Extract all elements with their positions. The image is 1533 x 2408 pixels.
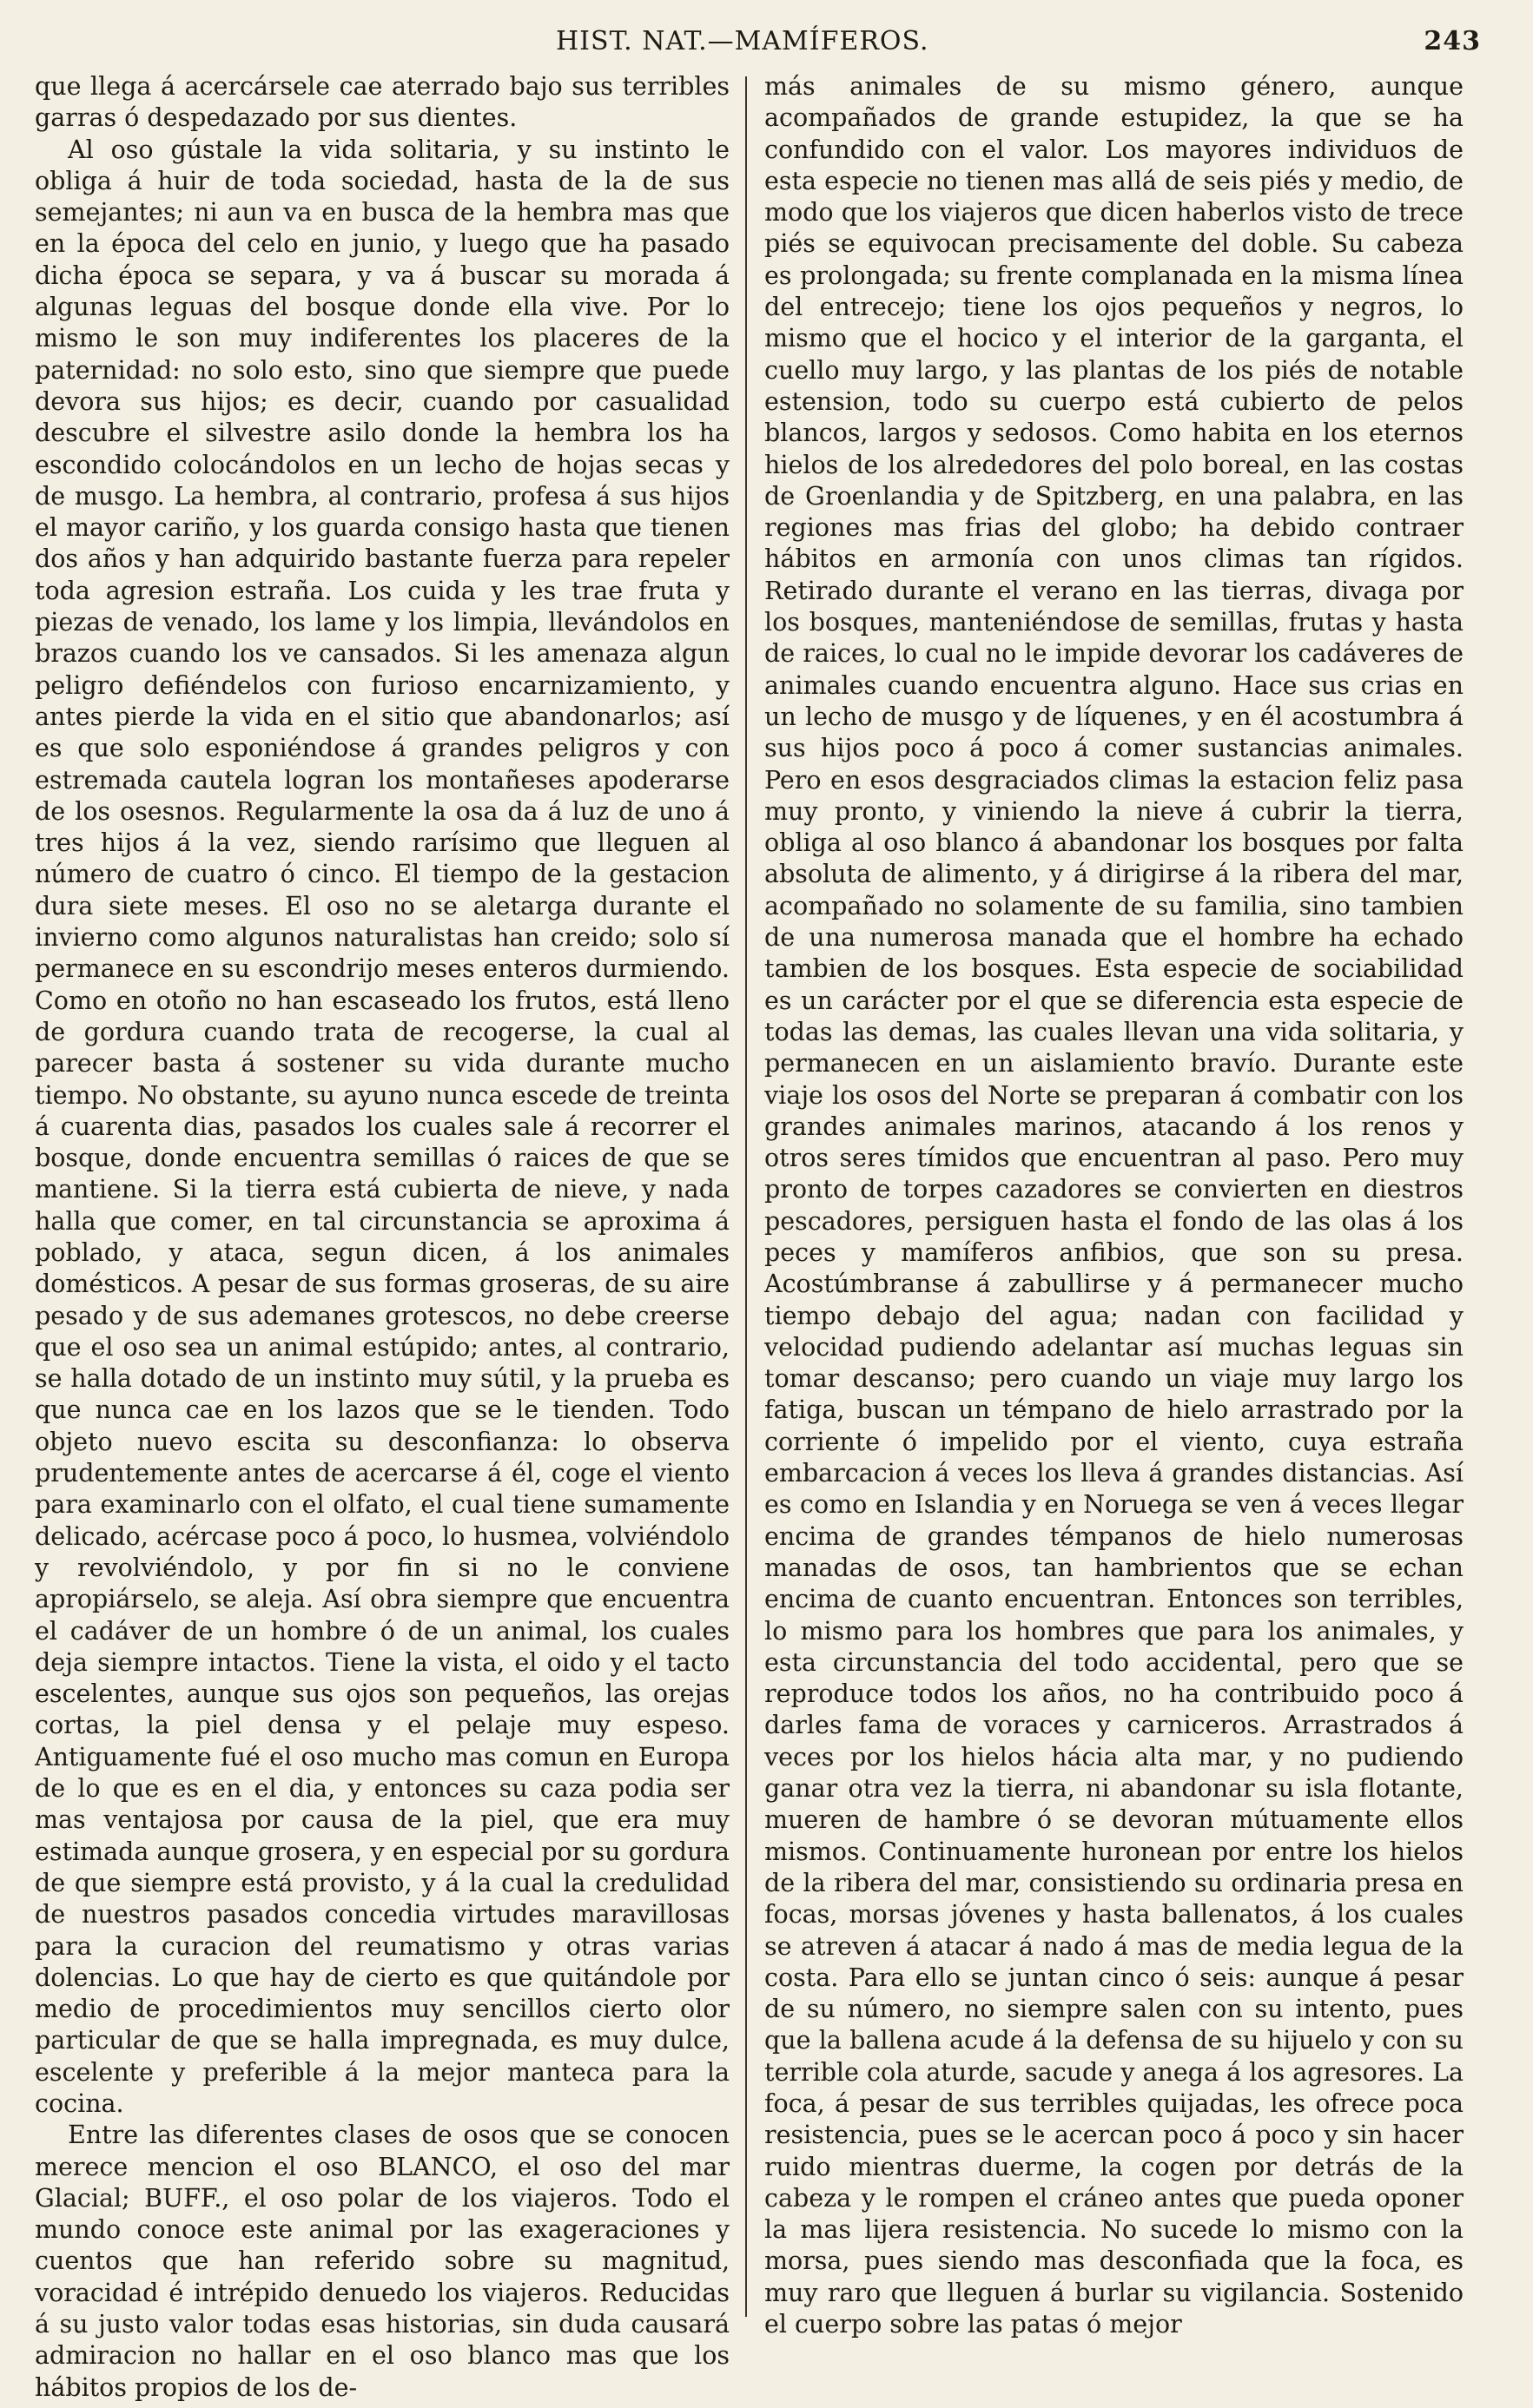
left-column	[35, 71, 730, 2404]
right-column	[764, 71, 1464, 2340]
header-title: HIST. NAT.—MAMÍFEROS.	[556, 26, 929, 56]
column-divider	[745, 76, 747, 2317]
paragraph: Al oso gústale la vida solitaria, y su instinto le obliga á huir de toda sociedad, hasta de la de sus semejantes; ni aun va en busca de la hembra mas que en la época del celo en junio, y luego que ha pasado dicha época se separa, y va á buscar su morada á algunas leguas del bosque donde ella vive. Por lo mismo le son muy indiferentes los placeres de la paternidad: no solo esto, sino que siempre que puede devora sus hijos; es decir, cuando por casualidad descubre el silvestre asilo donde la hembra los ha escondido colocándolos en un lecho de hojas secas y de musgo. La hembra, al contrario, profesa á sus hijos el mayor cariño, y los guarda consigo hasta que tienen dos años y han adquirido bastante fuerza para repeler toda agresion estraña. Los cuida y les trae fruta y piezas de venado, los lame y los limpia, llevándolos en brazos cuando los ve cansados. Si les amenaza algun peligro defiéndelos con furioso encarnizamiento, y antes pierde la vida en el sitio que abandonarlos; así es que solo esponiéndose á grandes peligros y con estremada cautela logran los montañeses apoderarse de los osesnos. Regularmente la osa da á luz de uno á tres hijos á la vez, siendo rarísimo que lleguen al número de cuatro ó cinco. El tiempo de la gestacion dura siete meses. El oso no se aletarga durante el invierno como algunos naturalistas han creido; solo sí permanece en su escondrijo meses enteros durmiendo. Como en otoño no han escaseado los frutos, está lleno de gordura cuando trata de recogerse, la cual al parecer basta á sostener su vida durante mucho tiempo. No obstante, su ayuno nunca escede de treinta á cuarenta dias, pasados los cuales sale á recorrer el bosque, donde encuentra semillas ó raices de que se mantiene. Si la tierra está cubierta de nieve, y nada halla que comer, en tal circunstancia se aproxima á poblado, y ataca, segun dicen, á los animales domésticos. A pesar de sus formas groseras, de su aire pesado y de sus ademanes grotescos, no debe creerse que el oso sea un animal estúpido; antes, al contrario, se halla dotado de un instinto muy sútil, y la prueba es que nunca cae en los lazos que se le tienden. Todo objeto nuevo escita su desconfianza: lo observa prudentemente antes de acercarse á él, coge el viento para examinarlo con el olfato, el cual tiene sumamente delicado, acércase poco á poco, lo husmea, volviéndolo y revolviéndolo, y por fin si no le conviene apropiárselo, se aleja. Así obra siempre que encuentra el cadáver de un hombre ó de un animal, los cuales deja siempre intactos. Tiene la vista, el oido y el tacto escelentes, aunque sus ojos son pequeños, las orejas cortas, la piel densa y el pelaje muy espeso. Antiguamente fué el oso mucho mas comun en Europa de lo que es en el dia, y entonces su caza podia ser mas ventajosa por causa de la piel, que era muy estimada aunque grosera, y en especial por su gordura de que siempre está provisto, y á la cual la credulidad de nuestros pasados concedia virtudes maravillosas para la curacion del reumatismo y otras varias dolencias. Lo que hay de cierto es que quitándole por medio de procedimientos muy sencillos cierto olor particular de que se halla impregnada, es muy dulce, escelente y preferible á la mejor manteca para la cocina.	[35, 135, 730, 2118]
running-header	[35, 26, 1498, 61]
paragraph: Entre las diferentes clases de osos que se conocen merece mencion el oso BLANCO, el oso del mar Glacial; BUFF., el oso polar de los viajeros. Todo el mundo conoce este animal por las exageraciones y cuentos que han referido sobre su magnitud, voracidad é intrépido denuedo los viajeros. Reducidas á su justo valor todas esas historias, sin duda causará admiracion no hallar en el oso blanco mas que los hábitos propios de los de-	[35, 2121, 730, 2402]
paragraph: más animales de su mismo género, aunque acompañados de grande estupidez, la que se ha confundido con el valor. Los mayores individuos de esta especie no tienen mas allá de seis piés y medio, de modo que los viajeros que dicen haberlos visto de trece piés se equivocan precisamente del doble. Su cabeza es prolongada; su frente complanada en la misma línea del entrecejo; tiene los ojos pequeños y negros, lo mismo que el hocico y el interior de la garganta, el cuello muy largo, y las plantas de los piés de notable estension, todo su cuerpo está cubierto de pelos blancos, largos y sedosos. Como habita en los eternos hielos de los alrededores del polo boreal, en las costas de Groenlandia y de Spitzberg, en una palabra, en las regiones mas frias del globo; ha debido contraer hábitos en armonía con unos climas tan rígidos. Retirado durante el verano en las tierras, divaga por los bosques, manteniéndose de semillas, frutas y hasta de raices, lo cual no le impide devorar los cadáveres de animales cuando encuentra alguno. Hace sus crias en un lecho de musgo y de líquenes, y en él acostumbra á sus hijos poco á poco á comer sustancias animales. Pero en esos desgraciados climas la estacion feliz pasa muy pronto, y viniendo la nieve á cubrir la tierra, obliga al oso blanco á abandonar los bosques por falta absoluta de alimento, y á dirigirse á la ribera del mar, acompañado no solamente de su familia, sino tambien de una numerosa manada que el hombre ha echado tambien de los bosques. Esta especie de sociabilidad es un carácter por el que se diferencia esta especie de todas las demas, las cuales llevan una vida solitaria, y permanecen en un aislamiento bravío. Durante este viaje los osos del Norte se preparan á combatir con los grandes animales marinos, atacando á los renos y otros seres tímidos que encuentran al paso. Pero muy pronto de torpes cazadores se convierten en diestros pescadores, persiguen hasta el fondo de las olas á los peces y mamíferos anfibios, que son su presa. Acostúmbranse á zabullirse y á permanecer mucho tiempo debajo del agua; nadan con facilidad y velocidad pudiendo adelantar así muchas leguas sin tomar descanso; pero cuando un viaje muy largo los fatiga, buscan un témpano de hielo arrastrado por la corriente ó impelido por el viento, cuya estraña embarcacion á veces los lleva á grandes distancias. Así es como en Islandia y en Noruega se ven á veces llegar encima de grandes témpanos de hielo numerosas manadas de osos, tan hambrientos que se echan encima de cuanto encuentran. Entonces son terribles, lo mismo para los hombres que para los animales, y esta circunstancia del todo accidental, pero que se reproduce todos los años, no ha contribuido poco á darles fama de voraces y carniceros. Arrastrados á veces por los hielos hácia alta mar, y no pudiendo ganar otra vez la tierra, ni abandonar su isla flotante, mueren de hambre ó se devoran mútuamente ellos mismos. Continuamente huronean por entre los hielos de la ribera del mar, consistiendo su ordinaria presa en focas, morsas jóvenes y hasta ballenatos, á los cuales se atreven á atacar á nado á mas de media legua de la costa. Para ello se juntan cinco ó seis: aunque á pesar de su número, no siempre salen con su intento, pues que la ballena acude á la defensa de su hijuelo y con su terrible cola aturde, sacude y anega á los agresores. La foca, á pesar de sus terribles quijadas, les ofrece poca resistencia, pues se le acercan poco á poco y sin hacer ruido mientras duerme, la cogen por detrás de la cabeza y le rompen el cráneo antes que pueda oponer la mas lijera resistencia. No sucede lo mismo con la morsa, pues siendo mas desconfiada que la foca, es muy raro que lleguen á burlar su vigilancia. Sostenido el cuerpo sobre las patas ó mejor	[764, 72, 1464, 2339]
paragraph: que llega á acercársele cae aterrado bajo sus terribles garras ó despedazado por sus dientes.	[35, 72, 730, 133]
page-number: 243	[1424, 26, 1481, 56]
